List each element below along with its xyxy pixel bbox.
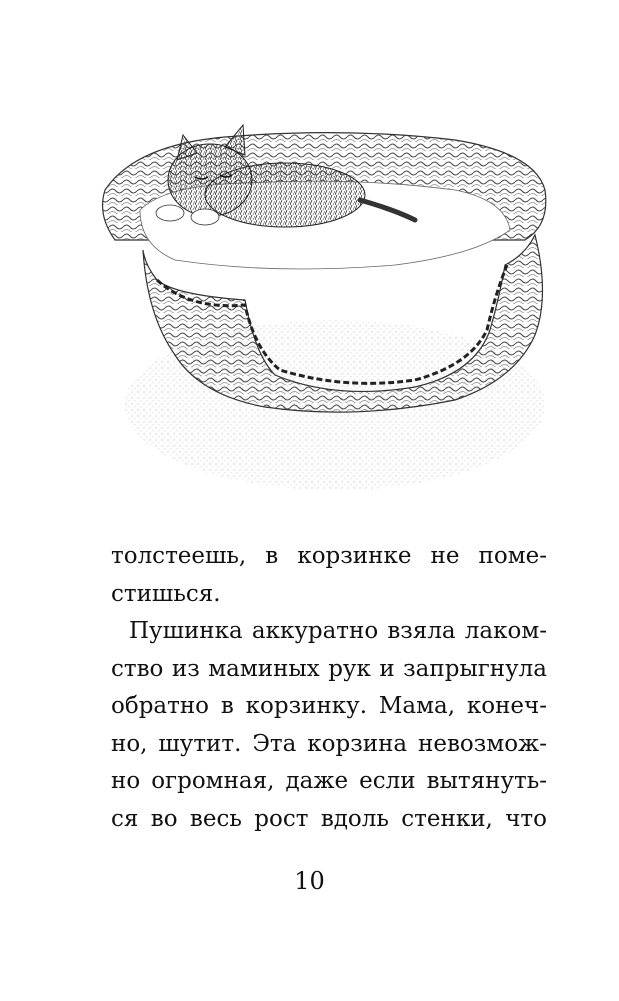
text-line: обратно в корзинку. Мама, конеч- — [111, 693, 547, 719]
text-line: но огромная, даже если вытянуть- — [111, 768, 547, 794]
kitten-in-basket-icon — [95, 115, 560, 510]
text-line: толстеешь, в корзинке не поме- — [111, 543, 547, 569]
text-line: ство из маминых рук и запрыгнула — [111, 655, 547, 682]
text-line: ся во весь рост вдоль стенки, что — [111, 805, 547, 832]
text-line: стишься. — [111, 580, 221, 607]
kitten-basket-illustration — [95, 115, 560, 510]
paragraph-first-line: Пушинка аккуратно взяла лаком- — [129, 618, 547, 644]
page-number: 10 — [294, 867, 325, 895]
text-line: но, шутит. Эта корзина невозмож- — [111, 730, 547, 757]
body-text — [111, 538, 547, 838]
